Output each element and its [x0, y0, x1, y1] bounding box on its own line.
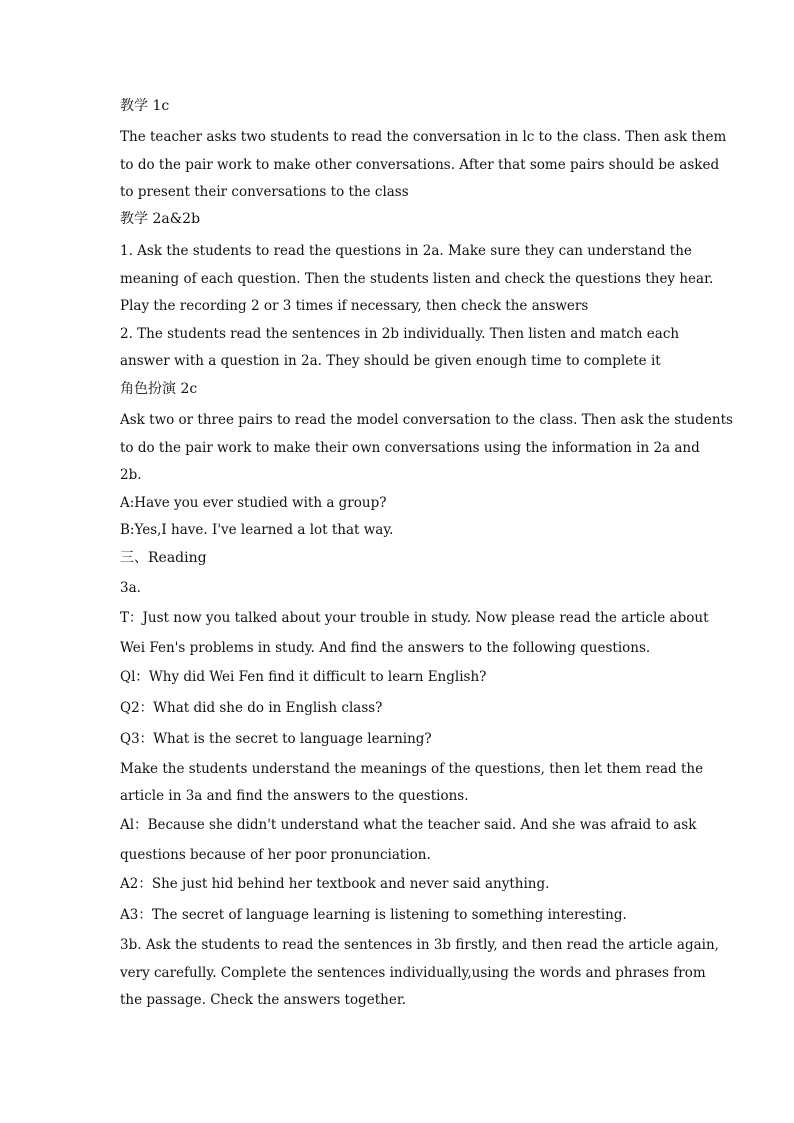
question-line: Q3：What is the secret to language learning?	[120, 731, 432, 747]
dialogue-line: B:Yes,I have. I've learned a lot that way.	[120, 522, 394, 538]
answer-line: questions because of her poor pronunciation.	[120, 847, 431, 863]
paragraph-line: The teacher asks two students to read the conversation in lc to the class. Then ask them	[120, 129, 727, 145]
heading-1c: 教学 1c	[120, 98, 170, 114]
paragraph-line: 1. Ask the students to read the questions in 2a. Make sure they can understand the	[120, 243, 692, 259]
paragraph-line: Make the students understand the meanings of the questions, then let them read the	[120, 761, 704, 777]
paragraph-line: T：Just now you talked about your trouble in study. Now please read the article about	[120, 610, 709, 626]
subheading-3a: 3a.	[120, 580, 141, 596]
paragraph-line: Wei Fen's problems in study. And find the answers to the following questions.	[120, 640, 651, 656]
paragraph-line: article in 3a and find the answers to the questions.	[120, 788, 469, 804]
answer-line: A3：The secret of language learning is listening to something interesting.	[120, 907, 627, 923]
question-line: Q2：What did she do in English class?	[120, 700, 383, 716]
paragraph-line: 2. The students read the sentences in 2b individually. Then listen and match each	[120, 326, 680, 342]
paragraph-line: meaning of each question. Then the students listen and check the questions they hear.	[120, 271, 714, 287]
dialogue-line: A:Have you ever studied with a group?	[120, 495, 387, 511]
answer-line: A2：She just hid behind her textbook and never said anything.	[120, 876, 550, 892]
paragraph-line: the passage. Check the answers together.	[120, 992, 407, 1008]
paragraph-line: Ask two or three pairs to read the model conversation to the class. Then ask the students	[120, 412, 733, 428]
paragraph-line: very carefully. Complete the sentences individually,using the words and phrases from	[120, 965, 706, 981]
heading-2a-2b: 教学 2a&2b	[120, 211, 201, 227]
answer-line: Al：Because she didn't understand what the teacher said. And she was afraid to ask	[120, 817, 697, 833]
paragraph-line: answer with a question in 2a. They should be given enough time to complete it	[120, 353, 661, 369]
paragraph-line: to do the pair work to make other conversations. After that some pairs should be asked	[120, 157, 720, 173]
heading-2c: 角色扮演 2c	[120, 381, 198, 397]
paragraph-line: to present their conversations to the class	[120, 184, 409, 200]
paragraph-line: 2b.	[120, 467, 142, 483]
question-line: Ql：Why did Wei Fen find it difficult to learn English?	[120, 669, 487, 685]
paragraph-line: to do the pair work to make their own conversations using the information in 2a and	[120, 440, 700, 456]
heading-reading: 三、Reading	[120, 550, 207, 566]
paragraph-line: 3b. Ask the students to read the sentences in 3b firstly, and then read the article again,	[120, 937, 719, 953]
paragraph-line: Play the recording 2 or 3 times if necessary, then check the answers	[120, 298, 589, 314]
